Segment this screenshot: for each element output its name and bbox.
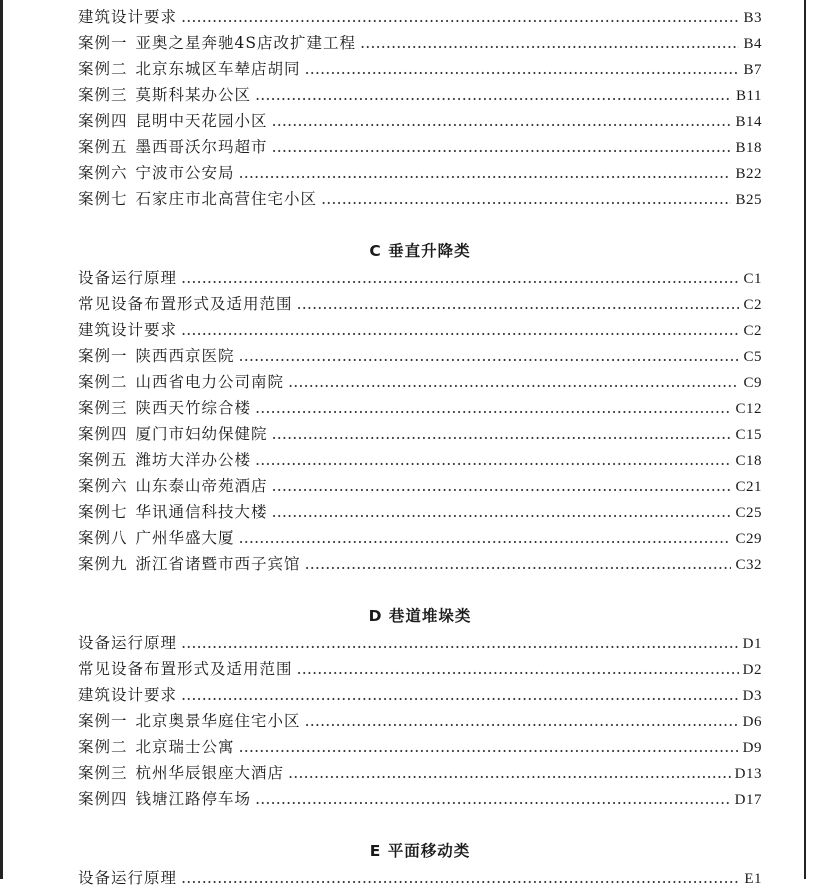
- toc-entry[interactable]: [78, 865, 762, 891]
- entry-label: [78, 160, 235, 186]
- entry-title: 亚奥之星奔驰4S店改扩建工程: [135, 34, 356, 52]
- dot-leader: [305, 551, 732, 577]
- dot-leader: [272, 421, 732, 447]
- toc-entry[interactable]: [78, 760, 762, 786]
- entry-page: B7: [743, 62, 762, 78]
- entry-label: [78, 473, 268, 499]
- dot-leader: [181, 865, 740, 891]
- entry-title: 莫斯科某办公区: [135, 86, 252, 104]
- entry-label: [78, 134, 268, 160]
- toc-entry[interactable]: [78, 708, 762, 734]
- entry-page: D6: [742, 714, 762, 730]
- entry-label: [78, 56, 301, 82]
- entry-title: 石家庄市北高营住宅小区: [135, 190, 318, 208]
- toc-entry[interactable]: [78, 369, 762, 395]
- entry-prefix: 案例五: [78, 451, 128, 469]
- dot-leader: [181, 317, 739, 343]
- entry-page: B11: [736, 88, 762, 104]
- entry-label: [78, 186, 317, 212]
- entry-title: 北京东城区车辇店胡同: [135, 60, 301, 78]
- entry-prefix: 案例九: [78, 555, 128, 573]
- toc-entry[interactable]: [78, 682, 762, 708]
- entry-prefix: 案例四: [78, 112, 128, 130]
- entry-label: [78, 656, 293, 682]
- entry-page: E1: [744, 871, 762, 887]
- dot-leader: [360, 30, 739, 56]
- toc-entry[interactable]: [78, 525, 762, 551]
- toc-entry[interactable]: [78, 786, 762, 812]
- entry-title: 北京瑞士公寓: [135, 738, 235, 756]
- toc-entry[interactable]: [78, 343, 762, 369]
- toc-entry[interactable]: [78, 395, 762, 421]
- entry-label: [78, 682, 177, 708]
- entry-prefix: 案例六: [78, 164, 128, 182]
- entry-label: [78, 865, 177, 891]
- entry-title: 山西省电力公司南院: [135, 373, 285, 391]
- section-heading: D 巷道堆垛类: [368, 607, 472, 625]
- toc-entry[interactable]: [78, 265, 762, 291]
- toc-entry[interactable]: [78, 473, 762, 499]
- dot-leader: [288, 760, 731, 786]
- toc-entry[interactable]: [78, 134, 762, 160]
- entry-title: 潍坊大洋办公楼: [135, 451, 252, 469]
- entry-title: 浙江省诸暨市西子宾馆: [135, 555, 301, 573]
- entry-label: [78, 786, 251, 812]
- entry-label: [78, 499, 268, 525]
- entry-title: 建筑设计要求: [78, 8, 178, 26]
- dot-leader: [272, 499, 732, 525]
- entry-title: 北京奥景华庭住宅小区: [135, 712, 301, 730]
- entry-label: [78, 760, 284, 786]
- entry-prefix: 案例二: [78, 373, 128, 391]
- entry-title: 山东泰山帝苑酒店: [135, 477, 268, 495]
- entry-page: C15: [735, 427, 762, 443]
- entry-prefix: 案例一: [78, 347, 128, 365]
- entry-page: C18: [735, 453, 762, 469]
- entry-label: [78, 265, 177, 291]
- dot-leader: [255, 447, 731, 473]
- entry-label: [78, 395, 251, 421]
- dot-leader: [305, 708, 739, 734]
- entry-label: [78, 369, 284, 395]
- entry-title: 设备运行原理: [78, 269, 178, 287]
- entry-prefix: 案例八: [78, 529, 128, 547]
- entry-label: [78, 734, 235, 760]
- toc-entry[interactable]: [78, 317, 762, 343]
- entry-page: B3: [743, 10, 762, 26]
- entry-title: 广州华盛大厦: [135, 529, 235, 547]
- entry-title: 宁波市公安局: [135, 164, 235, 182]
- entry-page: D9: [742, 740, 762, 756]
- entry-label: [78, 291, 293, 317]
- dot-leader: [297, 291, 740, 317]
- dot-leader: [255, 82, 732, 108]
- entry-label: [78, 421, 268, 447]
- entry-title: 建筑设计要求: [78, 686, 178, 704]
- table-of-contents: [78, 4, 762, 891]
- entry-page: C25: [735, 505, 762, 521]
- dot-leader: [272, 473, 732, 499]
- dot-leader: [297, 656, 739, 682]
- dot-leader: [321, 186, 731, 212]
- entry-title: 杭州华辰银座大酒店: [135, 764, 285, 782]
- toc-section-c: [78, 237, 762, 577]
- page-border-left: [0, 0, 3, 879]
- entry-page: B14: [735, 114, 762, 130]
- entry-title: 常见设备布置形式及适用范围: [78, 660, 293, 678]
- entry-page: C9: [743, 375, 762, 391]
- toc-entry[interactable]: [78, 499, 762, 525]
- entry-page: C21: [735, 479, 762, 495]
- entry-page: C32: [735, 557, 762, 573]
- entry-page: B22: [735, 166, 762, 182]
- entry-prefix: 案例四: [78, 425, 128, 443]
- entry-page: C1: [743, 271, 762, 287]
- toc-entry[interactable]: [78, 30, 762, 56]
- toc-entry[interactable]: [78, 551, 762, 577]
- entry-page: B18: [735, 140, 762, 156]
- entry-title: 墨西哥沃尔玛超市: [135, 138, 268, 156]
- dot-leader: [239, 343, 740, 369]
- toc-entry[interactable]: [78, 421, 762, 447]
- entry-title: 常见设备布置形式及适用范围: [78, 295, 293, 313]
- dot-leader: [305, 56, 740, 82]
- entry-title: 华讯通信科技大楼: [135, 503, 268, 521]
- entry-prefix: 案例五: [78, 138, 128, 156]
- entry-page: D2: [742, 662, 762, 678]
- entry-label: [78, 4, 177, 30]
- entry-page: C29: [735, 531, 762, 547]
- dot-leader: [288, 369, 739, 395]
- entry-page: D13: [734, 766, 762, 782]
- entry-title: 厦门市妇幼保健院: [135, 425, 268, 443]
- toc-entry[interactable]: [78, 291, 762, 317]
- toc-section-e: [78, 837, 762, 891]
- entry-prefix: 案例二: [78, 60, 128, 78]
- entry-title: 建筑设计要求: [78, 321, 178, 339]
- entry-page: B4: [743, 36, 762, 52]
- entry-label: [78, 30, 356, 56]
- entry-prefix: 案例一: [78, 712, 128, 730]
- entry-title: 陕西天竹综合楼: [135, 399, 252, 417]
- entry-page: C5: [743, 349, 762, 365]
- entry-prefix: 案例一: [78, 34, 128, 52]
- entry-prefix: 案例四: [78, 790, 128, 808]
- entry-page: D17: [734, 792, 762, 808]
- toc-entry[interactable]: [78, 656, 762, 682]
- dot-leader: [239, 734, 739, 760]
- entry-page: B25: [735, 192, 762, 208]
- entry-title: 设备运行原理: [78, 634, 178, 652]
- dot-leader: [181, 682, 739, 708]
- toc-entry[interactable]: [78, 108, 762, 134]
- toc-entry[interactable]: [78, 56, 762, 82]
- entry-label: [78, 551, 301, 577]
- toc-entry[interactable]: [78, 186, 762, 212]
- entry-title: 昆明中天花园小区: [135, 112, 268, 130]
- entry-page: C12: [735, 401, 762, 417]
- entry-prefix: 案例三: [78, 764, 128, 782]
- entry-prefix: 案例三: [78, 86, 128, 104]
- dot-leader: [239, 525, 732, 551]
- dot-leader: [181, 630, 739, 656]
- entry-page: C2: [743, 297, 762, 313]
- toc-entry[interactable]: [78, 4, 762, 30]
- entry-prefix: 案例三: [78, 399, 128, 417]
- entry-prefix: 案例二: [78, 738, 128, 756]
- entry-title: 陕西西京医院: [135, 347, 235, 365]
- section-heading: C 垂直升降类: [369, 242, 471, 260]
- toc-entry[interactable]: [78, 447, 762, 473]
- entry-label: [78, 708, 301, 734]
- entry-prefix: 案例七: [78, 503, 128, 521]
- entry-label: [78, 630, 177, 656]
- toc-entry[interactable]: [78, 160, 762, 186]
- dot-leader: [255, 786, 731, 812]
- entry-page: D3: [742, 688, 762, 704]
- toc-entry[interactable]: [78, 734, 762, 760]
- entry-prefix: 案例六: [78, 477, 128, 495]
- entry-title: 设备运行原理: [78, 869, 178, 887]
- page-border-right: [804, 0, 806, 879]
- dot-leader: [272, 134, 732, 160]
- entry-title: 钱塘江路停车场: [135, 790, 252, 808]
- dot-leader: [181, 265, 739, 291]
- toc-entry[interactable]: [78, 82, 762, 108]
- dot-leader: [255, 395, 731, 421]
- entry-label: [78, 82, 251, 108]
- entry-page: C2: [743, 323, 762, 339]
- entry-label: [78, 317, 177, 343]
- section-heading: E 平面移动类: [369, 842, 471, 860]
- entry-prefix: 案例七: [78, 190, 128, 208]
- entry-label: [78, 343, 235, 369]
- dot-leader: [272, 108, 732, 134]
- dot-leader: [239, 160, 732, 186]
- entry-label: [78, 447, 251, 473]
- entry-page: D1: [742, 636, 762, 652]
- entry-label: [78, 525, 235, 551]
- toc-section-b: [78, 4, 762, 212]
- dot-leader: [181, 4, 739, 30]
- entry-label: [78, 108, 268, 134]
- toc-entry[interactable]: [78, 630, 762, 656]
- toc-section-d: [78, 602, 762, 812]
